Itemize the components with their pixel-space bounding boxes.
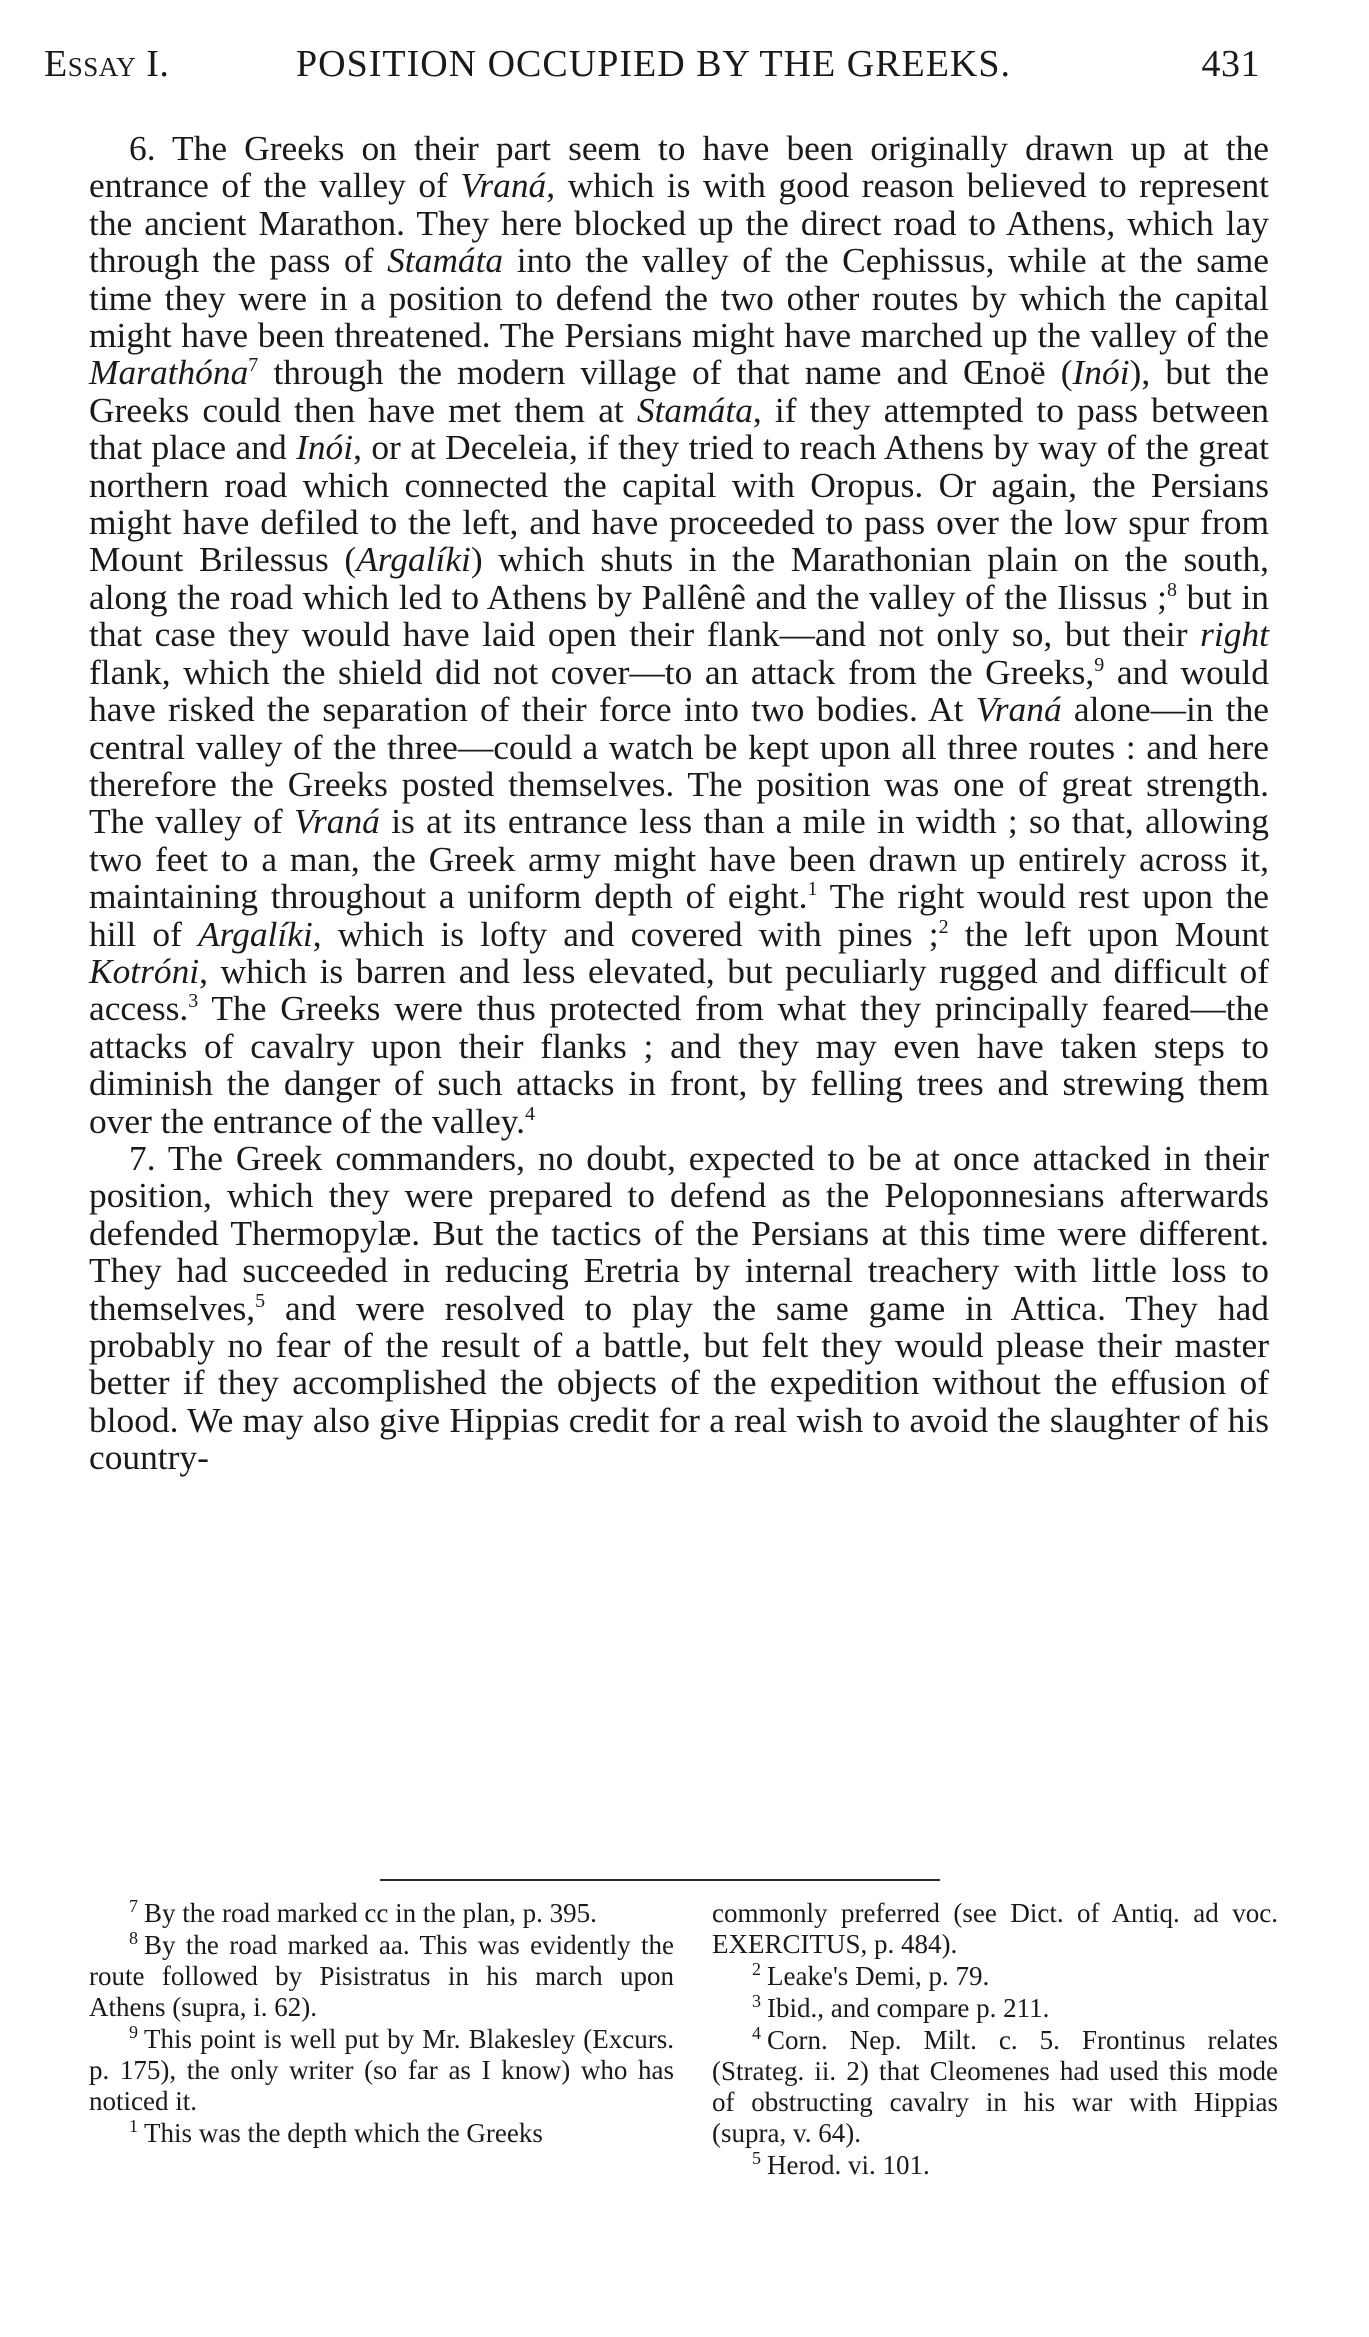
place-name: Argalíki: [198, 913, 313, 954]
text-run: , or at Deceleia, if they tried to reach Athens by way of the great northern road which connected the capital with Oropus. Or again, the Persians might have defiled to the left, and have proceeded to pass over the low spur from Mount Brilessus (: [89, 427, 1269, 580]
footnotes-left-column: [89, 1898, 674, 2150]
emphasis: right: [1200, 614, 1269, 655]
text-run: The right would rest upon the hill of: [89, 876, 1269, 954]
text-run: 7. The Greek commanders, no doubt, expected to be at once attacked in their position, which they were prepared to defend as the Peloponnesians afterwards defended Thermopylæ. But the tactics of the Persians at this time were different. They had succeeded in reducing Eretria by internal treachery with little loss to themselves,: [89, 1137, 1269, 1328]
footnote-text: This point is well put by Mr. Blakesley (Excurs. p. 175), the only writer (so far as I know) who has noticed it.: [89, 2024, 674, 2116]
footnote-3: [712, 1993, 1278, 2024]
text-run: through the modern village of that name and Œnoë (: [258, 352, 1073, 393]
text-run: flank, which the shield did not cover—to an attack from the Greeks,: [89, 651, 1095, 692]
footnote-4: [712, 2025, 1278, 2149]
footnote-2: [712, 1961, 1278, 1992]
footnote-number: 9: [129, 2022, 138, 2042]
footnote-9: [89, 2024, 674, 2117]
text-run: ), but the Greeks could then have met them at: [89, 352, 1269, 430]
running-header: [44, 36, 1260, 96]
place-name: Argalíki: [356, 539, 471, 580]
text-run: and were resolved to play the same game in Attica. They had probably no fear of the result of a battle, but felt they would please their master better if they accomplished the objects of the expedition without the effusion of blood. We may also give Hippias credit for a real wish to avoid the slaughter of his country-: [89, 1287, 1269, 1478]
text-run: alone—in the central valley of the three—could a watch be kept upon all three routes : and here therefore the Greeks posted themselves. The position was one of great strength. The valley of: [89, 689, 1269, 842]
paragraph-6: [89, 130, 1269, 1140]
text-run: , which is lofty and covered with pines ;: [312, 913, 939, 954]
footnote-ref: 7: [248, 354, 259, 377]
footnote-number: 7: [129, 1896, 138, 1916]
place-name: Marathóna: [89, 352, 249, 393]
text-run: into the valley of the Cephissus, while at the same time they were in a position to defend the two other routes by which the capital might have been threatened. The Persians might have marched up the valley of the: [89, 240, 1269, 356]
text-run: , if they attempted to pass between that place and: [89, 389, 1270, 468]
footnote-ref: 1: [807, 878, 818, 901]
text-run: , which is barren and less elevated, but peculiarly rugged and difficult of access.: [89, 950, 1269, 1029]
footnote-ref: 4: [524, 1102, 535, 1125]
footnote-7: [89, 1898, 674, 1929]
footnote-text: Leake's Demi, p. 79.: [767, 1961, 990, 1991]
footnote-ref: 8: [1167, 579, 1177, 602]
footnote-text: By the road marked aa. This was evidently the route followed by Pisistratus in his march upon Athens (supra, i. 62).: [89, 1930, 674, 2022]
page-title: POSITION OCCUPIED BY THE GREEKS.: [296, 43, 1011, 85]
text-run: 6. The Greeks on their part seem to have been originally drawn up at the entrance of the valley of: [89, 128, 1269, 206]
place-name: Stamáta: [387, 240, 504, 281]
place-name: Inói: [1072, 352, 1130, 393]
footnote-text: By the road marked cc in the plan, p. 395.: [144, 1898, 597, 1928]
place-name: Vraná: [294, 801, 380, 842]
text-run: ) which shuts in the Marathonian plain on the south, along the road which led to Athens by Pallênê and the valley of the Ilissus ;: [89, 539, 1269, 617]
footnote-8: [89, 1930, 674, 2023]
footnote-5: [712, 2150, 1278, 2181]
text-run: The Greeks were thus protected from what they principally feared—the attacks of cavalry upon their flanks ; and they may even have taken steps to diminish the danger of such attacks in front, by felling trees and strewing them over the entrance of the valley.: [89, 988, 1269, 1141]
place-name: Stamáta: [636, 389, 753, 430]
footnote-ref: 5: [255, 1289, 266, 1312]
text-run: is at its entrance less than a mile in width ; so that, allowing two feet to a man, the Greek army might have been drawn up entirely across it, maintaining throughout a uniform depth of eight.: [89, 801, 1269, 917]
footnote-text: commonly preferred (see Dict. of Antiq. ad voc. EXERCITUS, p. 484).: [712, 1898, 1278, 1959]
text-run: , which is with good reason believed to represent the ancient Marathon. They here blocked up the direct road to Athens, which lay through the pass of: [89, 165, 1269, 281]
place-name: Vraná: [975, 689, 1062, 730]
text-run: the left upon Mount: [948, 913, 1269, 954]
footnote-number: 2: [752, 1959, 761, 1979]
footnote-text: Herod. vi. 101.: [767, 2150, 930, 2180]
footnote-divider: [380, 1879, 940, 1881]
footnote-number: 3: [752, 1991, 761, 2011]
footnote-ref: 9: [1094, 653, 1105, 676]
footnote-number: 5: [752, 2148, 761, 2168]
footnote-number: 4: [752, 2023, 761, 2043]
text-run: and would have risked the separation of their force into two bodies. At: [89, 651, 1269, 730]
footnote-ref: 2: [938, 915, 949, 938]
footnote-text: This was the depth which the Greeks: [144, 2118, 543, 2148]
footnote-text: Corn. Nep. Milt. c. 5. Frontinus relates (Strateg. ii. 2) that Cleomenes had used this mode of obstructing cavalry in his war with Hippias (supra, v. 64).: [712, 2025, 1278, 2148]
footnote-number: 1: [129, 2116, 138, 2136]
place-name: Inói: [296, 427, 354, 468]
footnote-1-continued: [712, 1898, 1278, 1960]
place-name: Vraná: [460, 165, 547, 206]
footnote-ref: 3: [188, 990, 199, 1013]
essay-label: Essay I.: [44, 43, 170, 85]
page-number: 431: [1201, 43, 1260, 85]
footnote-1: [89, 2118, 674, 2149]
footnotes-right-column: [712, 1898, 1278, 2182]
main-text: [89, 130, 1269, 1477]
paragraph-7: [89, 1137, 1269, 1478]
footnote-number: 8: [129, 1928, 138, 1948]
footnote-text: Ibid., and compare p. 211.: [767, 1993, 1050, 2023]
text-run: but in that case they would have laid open their flank—and not only so, but their: [89, 576, 1269, 655]
place-name: Kotróni: [89, 950, 200, 991]
